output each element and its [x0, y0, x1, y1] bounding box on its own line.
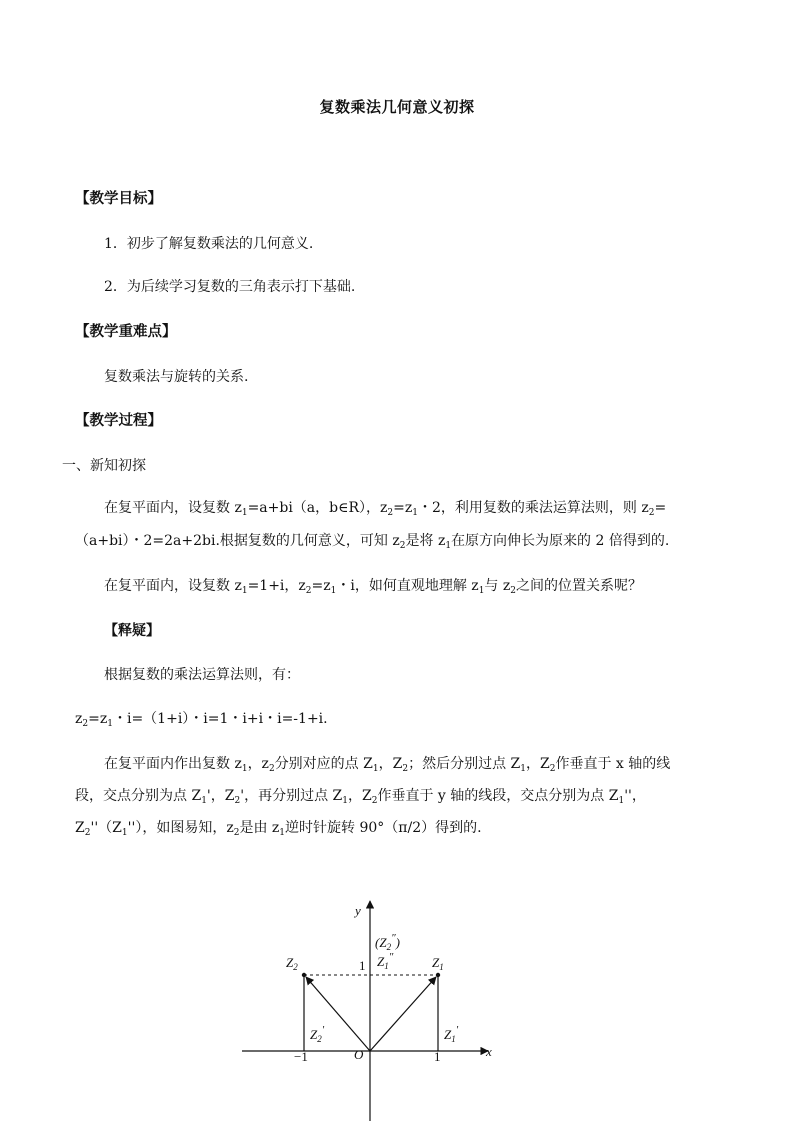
- label-y: y: [355, 903, 361, 918]
- goal-item-2: 2．为后续学习复数的三角表示打下基础.: [104, 279, 356, 295]
- process-subheading: 一、新知初探: [62, 458, 146, 474]
- paragraph-5-line-2: 段，交点分别为点 $Z_1'$，$Z_2'$，再分别过点 $Z_1$，$Z_2$作垂直于 y 轴的线段，交点分别为点 $Z_1''$，: [75, 788, 646, 806]
- paragraph-1-line-2: （a+bi）・2=2a+2bi.根据复数的几何意义，可知 $z_2$是将 $z_1$在原方向伸长为原来的 2 倍得到的.: [75, 533, 670, 551]
- complex-plane-figure: [240, 895, 500, 1123]
- paragraph-4: $z_2=z_1$・i=（1+i）・i=1・i+i・i=-1+i.: [75, 711, 328, 729]
- paragraph-2: 在复平面内，设复数 $z_1=1+i$，$z_2=z_1$・i，如何直观地理解 $z_1$与 $z_2$之间的位置关系呢？: [104, 578, 642, 596]
- process-heading: 【教学过程】: [75, 412, 162, 429]
- goal-item-1: 1．初步了解复数乘法的几何意义.: [104, 236, 314, 252]
- label-origin: O: [354, 1047, 364, 1062]
- label-z2-dprime: $(Z_2'')$: [375, 932, 400, 952]
- goals-heading: 【教学目标】: [75, 190, 162, 207]
- paragraph-3: 根据复数的乘法运算法则，有：: [104, 667, 300, 683]
- key-points-heading: 【教学重难点】: [75, 323, 177, 340]
- label-z1: $Z_1$: [432, 955, 444, 972]
- page-title: 复数乘法几何意义初探: [319, 98, 475, 116]
- point-z1: [436, 973, 440, 977]
- paragraph-1-line-1: 在复平面内，设复数 $z_1=a+bi(a$，b∈R），$z_2=z_1$・2，利用复数的乘法运算法则，则 $z_2=$: [104, 500, 667, 518]
- label-x: x: [486, 1044, 492, 1059]
- label-z1-dprime: $Z_1''$: [377, 951, 394, 971]
- label-one-y: 1: [359, 958, 366, 973]
- label-one-x: 1: [434, 1049, 441, 1064]
- label-z1-prime: $Z_1'$: [444, 1024, 459, 1044]
- label-z2: $Z_2$: [286, 955, 298, 972]
- point-z2: [302, 973, 306, 977]
- key-points-text: 复数乘法与旋转的关系.: [104, 369, 249, 385]
- vector-oz1: [370, 977, 436, 1051]
- complex-plane-diagram: [240, 895, 500, 1123]
- shiyi-heading: 【释疑】: [104, 623, 160, 639]
- paragraph-5-line-3: $Z_2''(Z_1'')$，如图易知，$z_2$是由 $z_1$逆时针旋转 90°（π/2）得到的.: [75, 820, 482, 838]
- paragraph-5-line-1: 在复平面内作出复数 $z_1$，$z_2$分别对应的点 $Z_1$，$Z_2$；然后分别过点 $Z_1$，$Z_2$作垂直于 x 轴的线: [104, 756, 671, 774]
- label-z2-prime: $Z_2'$: [310, 1024, 325, 1044]
- label-neg-one: −1: [294, 1049, 308, 1064]
